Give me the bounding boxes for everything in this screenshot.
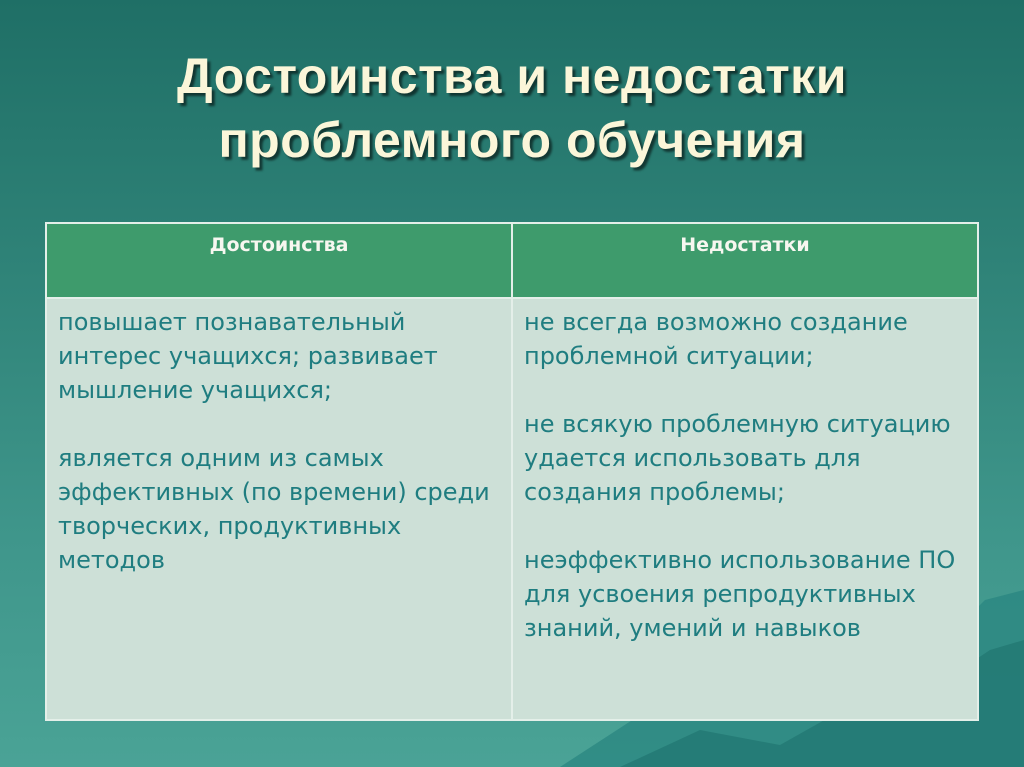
slide-title-line-1: Достоинства и недостатки xyxy=(177,48,847,104)
advantage-item: повышает познавательный интерес учащихся; развивает мышление учащихся; xyxy=(58,308,438,404)
disadvantages-cell xyxy=(512,298,978,720)
header-advantages: Достоинства xyxy=(46,223,512,298)
header-disadvantages: Недостатки xyxy=(512,223,978,298)
table-header-row xyxy=(46,223,978,298)
table-row xyxy=(46,298,978,720)
advantage-item: является одним из самых эффективных (по времени) среди творческих, продуктивных методов xyxy=(58,444,490,574)
slide-title-line-2: проблемного обучения xyxy=(218,112,806,168)
disadvantage-item: не всякую проблемную ситуацию удается использовать для создания проблемы; xyxy=(524,410,951,506)
disadvantage-item: неэффективно использование ПО для усвоения репродуктивных знаний, умений и навыков xyxy=(524,546,956,642)
comparison-table xyxy=(45,222,979,721)
disadvantage-item: не всегда возможно создание проблемной ситуации; xyxy=(524,308,908,370)
slide-title xyxy=(0,44,1024,172)
advantages-cell xyxy=(46,298,512,720)
